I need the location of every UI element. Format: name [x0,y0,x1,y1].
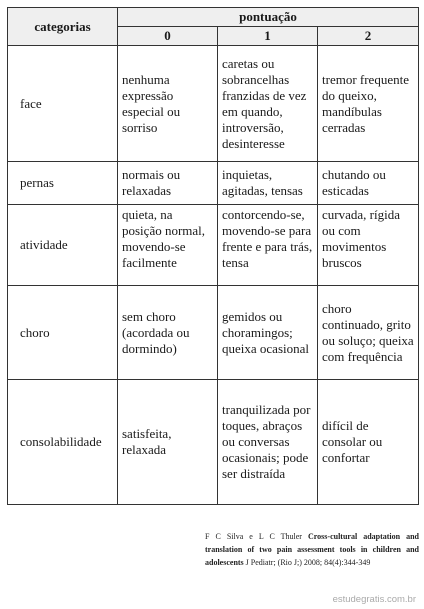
score-2-cell: choro continuado, grito ou soluço; queixa com frequência [318,286,419,380]
header-score-2: 2 [318,27,419,46]
header-score-0: 0 [118,27,218,46]
category-cell: choro [8,286,118,380]
score-2-cell: chutando ou esticadas [318,162,419,205]
score-0-cell: sem choro (acordada ou dormindo) [118,286,218,380]
site-watermark: estudegratis.com.br [332,594,416,605]
table-row [8,162,419,205]
citation-title: Cross-cultural adaptation and translation of two pain assessment tools in children and adolescents [205,532,420,567]
citation-authors: F C Silva e L C Thuler [205,532,302,541]
header-categories: categorias [8,8,118,46]
score-1-cell: tranquilizada por toques, abraços ou conversas ocasionais; pode ser distraída [218,380,318,505]
citation-year: 2008; [303,558,323,567]
header-score-1: 1 [218,27,318,46]
score-2-cell: difícil de consolar ou confortar [318,380,419,505]
score-1-cell: contorcendo-se, movendo-se para frente e para trás, tensa [218,205,318,286]
score-1-cell: gemidos ou choramingos; queixa ocasional [218,286,318,380]
score-2-cell: curvada, rígida ou com movimentos bruscos [318,205,419,286]
score-0-cell: satisfeita, relaxada [118,380,218,505]
score-0-cell: normais ou relaxadas [118,162,218,205]
table-row [8,380,419,505]
category-cell: atividade [8,205,118,286]
table-row [8,205,419,286]
score-0-cell: quieta, na posição normal, movendo-se facilmente [118,205,218,286]
score-1-cell: inquietas, agitadas, tensas [218,162,318,205]
score-0-cell: nenhuma expressão especial ou sorriso [118,46,218,162]
table-row [8,286,419,380]
table-row [8,46,419,162]
score-1-cell: caretas ou sobrancelhas franzidas de vez em quando, introversão, desinteresse [218,46,318,162]
score-2-cell: tremor frequente do queixo, mandíbulas cerradas [318,46,419,162]
category-cell: pernas [8,162,118,205]
category-cell: consolabilidade [8,380,118,505]
header-score: pontuação [118,8,419,27]
citation-journal: J Pediatr; (Rio J;) [245,558,302,567]
source-citation [205,530,419,569]
citation-volume: 84(4):344-349 [324,558,371,567]
category-cell: face [8,46,118,162]
pain-scale-table [7,7,419,505]
